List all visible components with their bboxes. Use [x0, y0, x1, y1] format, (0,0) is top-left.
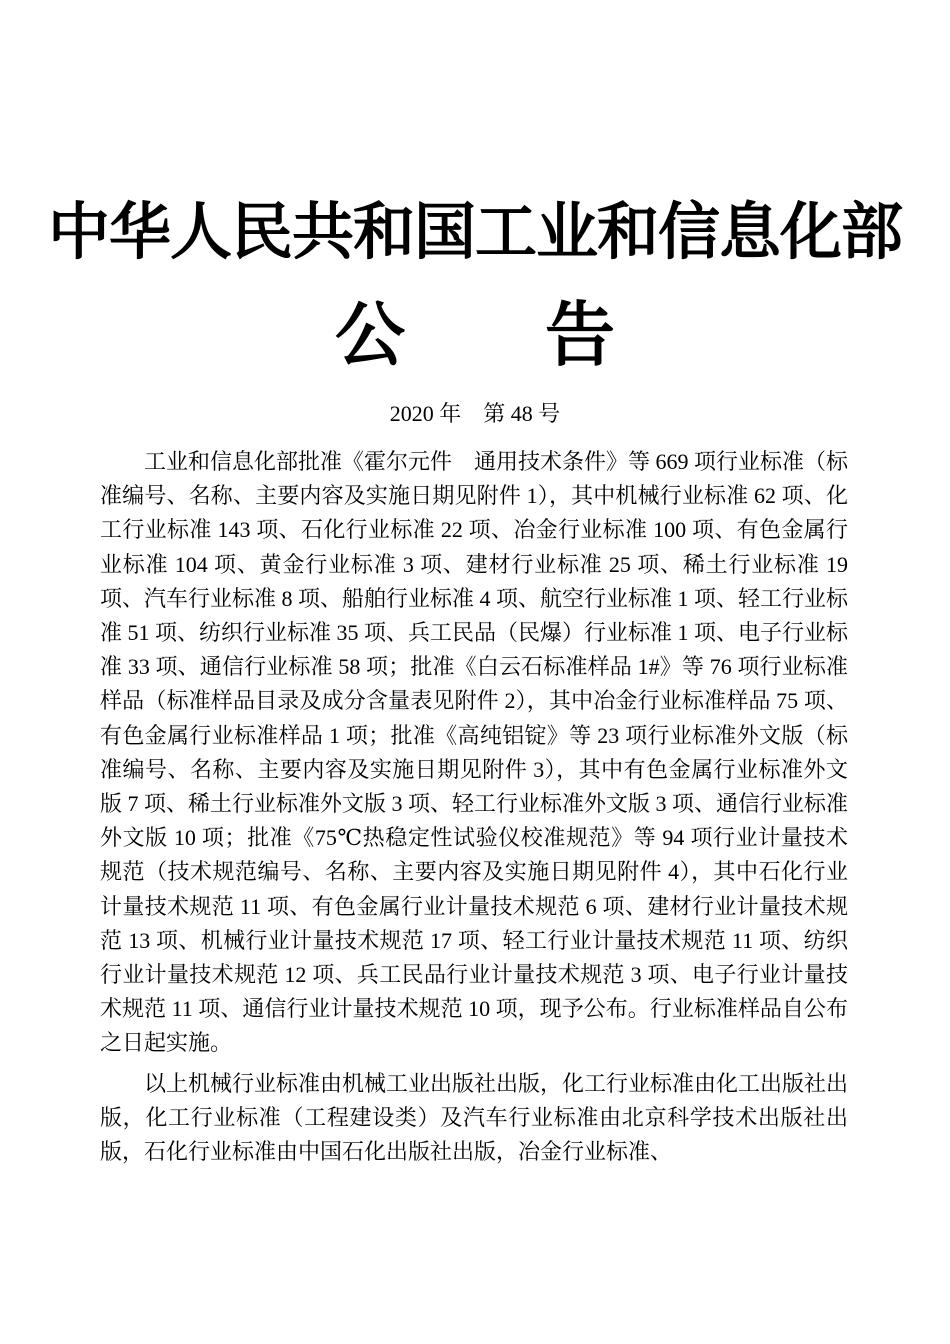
notice-title-left-char: 公	[335, 293, 405, 376]
notice-title	[0, 295, 950, 375]
body-paragraph-2: 以上机械行业标准由机械工业出版社出版，化工行业标准由化工出版社出版，化工行业标准（工程建设类）及汽车行业标准由北京科学技术出版社出版，石化行业标准由中国石化出版社出版，冶金行业标准、	[100, 1070, 849, 1165]
ministry-title: 中华人民共和国工业和信息化部	[47, 195, 902, 268]
document-number: 2020 年 第 48 号	[389, 401, 561, 426]
body-paragraph-1: 工业和信息化部批准《霍尔元件 通用技术条件》等 669 项行业标准（标准编号、名称、主要内容及实施日期见附件 1），其中机械行业标准 62 项、化工行业标准 143 项、石化行业标准 22 项、冶金行业标准 100 项、有色金属行业标准 104 项、黄金行业标准 3 项、建材行业标准 25 项、稀土行业标准 19 项、汽车行业标准 8 项、船舶行业标准 4 项、航空行业标准 1 项、轻工行业标准 51 项、纺织行业标准 35 项、兵工民品（民爆）行业标准 1 项、电子行业标准 33 项、通信行业标准 58 项；批准《白云石标准样品 1#》等 76 项行业标准样品（标准样品目录及成分含量表见附件 2），其中冶金行业标准样品 75 项、有色金属行业标准样品 1 项；批准《高纯铝锭》等 23 项行业标准外文版（标准编号、名称、主要内容及实施日期见附件 3），其中有色金属行业标准外文版 7 项、稀土行业标准外文版 3 项、轻工行业标准外文版 3 项、通信行业标准外文版 10 项；批准《75℃热稳定性试验仪校准规范》等 94 项行业计量技术规范（技术规范编号、名称、主要内容及实施日期见附件 4），其中石化行业计量技术规范 11 项、有色金属行业计量技术规范 6 项、建材行业计量技术规范 13 项、机械行业计量技术规范 17 项、轻工行业计量技术规范 11 项、纺织行业计量技术规范 12 项、兵工民品行业计量技术规范 3 项、电子行业计量技术规范 11 项、通信行业计量技术规范 10 项，现予公布。行业标准样品自公布之日起实施。	[100, 449, 849, 1056]
notice-body	[100, 445, 848, 1169]
notice-title-right-char: 告	[545, 293, 615, 376]
